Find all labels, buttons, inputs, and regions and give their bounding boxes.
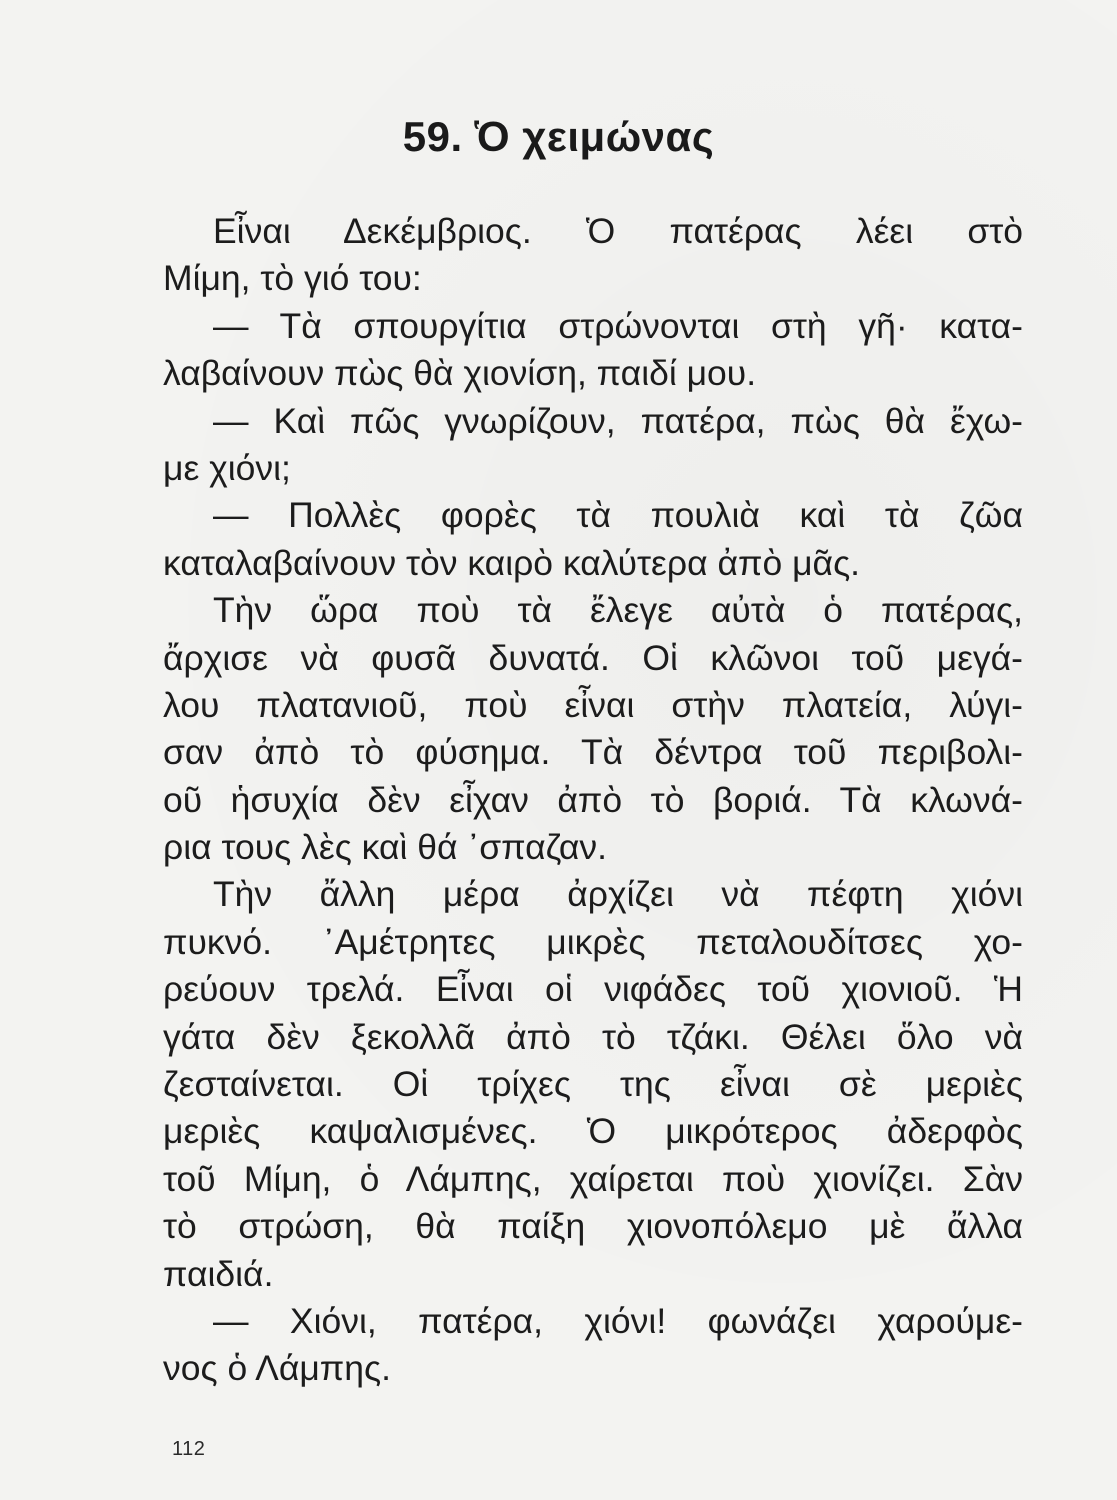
text-line: Εἶναι Δεκέμβριος. Ὁ πατέρας λέει στὸ xyxy=(213,211,1023,251)
text-line: σαν ἀπὸ τὸ φύσημα. Τὰ δέντρα τοῦ περιβολι- xyxy=(163,732,1023,773)
text-line: — Τὰ σπουργίτια στρώνονται στὴ γῆ· κατα- xyxy=(213,305,1023,346)
text-line: ρεύουν τρελά. Εἶναι οἱ νιφάδες τοῦ χιονιοῦ. Ἡ xyxy=(163,969,1023,1010)
text-line: ζεσταίνεται. Οἱ τρίχες της εἶναι σὲ μεριὲς xyxy=(163,1064,1023,1105)
text-line: λου πλατανιοῦ, ποὺ εἶναι στὴν πλατεία, λύγι- xyxy=(163,684,1023,725)
text-line: λαβαίνουν πὼς θὰ χιονίση, παιδί μου. xyxy=(163,353,757,394)
text-line: καταλαβαίνουν τὸν καιρὸ καλύτερα ἀπὸ μᾶς. xyxy=(163,542,861,583)
text-line: νος ὁ Λάμπης. xyxy=(163,1348,392,1389)
text-line: γάτα δὲν ξεκολλᾶ ἀπὸ τὸ τζάκι. Θέλει ὅλο νὰ xyxy=(163,1016,1023,1057)
text-line: ἄρχισε νὰ φυσᾶ δυνατά. Οἱ κλῶνοι τοῦ μεγά- xyxy=(163,637,1023,678)
chapter-body xyxy=(163,208,1023,1393)
text-line: Μίμη, τὸ γιό του: xyxy=(163,258,422,299)
chapter-title: 59. Ὁ χειμώνας xyxy=(402,113,715,160)
page-number: 112 xyxy=(172,1438,206,1460)
text-line: πυκνό. ᾿Αμέτρητες μικρὲς πεταλουδίτσες χο- xyxy=(163,921,1023,962)
text-line: ρια τους λὲς καὶ θά ᾿σπαζαν. xyxy=(163,827,608,868)
text-line: τοῦ Μίμη, ὁ Λάμπης, χαίρεται ποὺ χιονίζει. Σὰν xyxy=(163,1158,1023,1199)
text-line: τὸ στρώση, θὰ παίξη χιονοπόλεμο μὲ ἄλλα xyxy=(163,1206,1023,1247)
text-line: με χιόνι; xyxy=(163,447,291,488)
text-line: — Πολλὲς φορὲς τὰ πουλιὰ καὶ τὰ ζῶα xyxy=(213,495,1023,536)
text-line: Τὴν ἄλλη μέρα ἀρχίζει νὰ πέφτη χιόνι xyxy=(213,874,1023,915)
text-line: οῦ ἡσυχία δὲν εἶχαν ἀπὸ τὸ βοριά. Τὰ κλωνά- xyxy=(163,779,1023,820)
text-line: Τὴν ὥρα ποὺ τὰ ἔλεγε αὐτὰ ὁ πατέρας, xyxy=(213,590,1023,631)
text-line: — Χιόνι, πατέρα, χιόνι! φωνάζει χαρούμε- xyxy=(213,1300,1023,1341)
text-line: παιδιά. xyxy=(163,1253,274,1294)
text-line: μεριὲς καψαλισμένες. Ὁ μικρότερος ἀδερφὸς xyxy=(163,1111,1023,1152)
text-line: — Καὶ πῶς γνωρίζουν, πατέρα, πὼς θὰ ἔχω- xyxy=(213,400,1023,441)
